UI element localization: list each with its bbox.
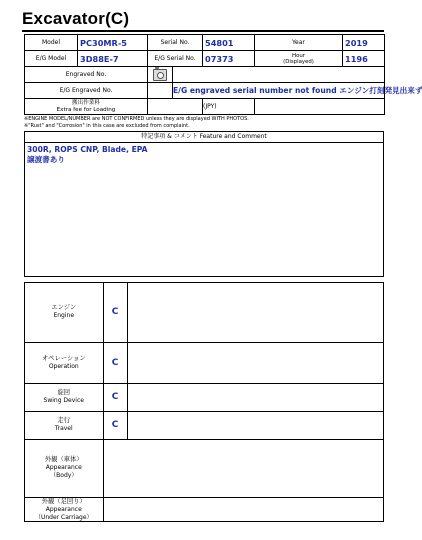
eg-model-label: E/G Model bbox=[25, 51, 78, 67]
note-rust: ※"Rust" and "Corrosion" in this case are excluded from complaint. bbox=[24, 122, 190, 129]
engine-label-en: Engine bbox=[53, 312, 75, 320]
swing-label-jp: 旋回 bbox=[57, 389, 71, 396]
operation-label bbox=[25, 342, 103, 383]
eg-engraved-label: E/G Engraved No. bbox=[25, 83, 148, 99]
fee-value bbox=[148, 99, 203, 115]
operation-label-en: Operation bbox=[48, 362, 79, 370]
feature-line-options: 300R, ROPS CNP, Blade, EPA bbox=[27, 145, 148, 154]
swing-label bbox=[25, 383, 103, 411]
travel-label bbox=[25, 411, 103, 439]
feature-line-transfer: 譲渡書あり bbox=[27, 155, 65, 164]
operation-comment bbox=[127, 342, 383, 383]
operation-label-jp: オペレーション bbox=[41, 354, 86, 362]
fee-blank bbox=[255, 99, 385, 115]
engraved-photo-cell[interactable] bbox=[148, 67, 173, 83]
hour-label bbox=[255, 51, 343, 67]
eg-engraved-photo-cell bbox=[148, 83, 173, 99]
inspection-box bbox=[24, 282, 384, 522]
travel-label-en: Travel bbox=[54, 425, 73, 432]
eg-serial-value: 07373 bbox=[203, 51, 255, 67]
undercarriage-label-en1: Appearance bbox=[45, 505, 82, 513]
travel-grade: C bbox=[103, 411, 127, 439]
body-label bbox=[25, 439, 103, 497]
fee-label-en: Extra fee for Loading bbox=[56, 106, 116, 113]
title-underline bbox=[22, 30, 384, 32]
inspection-row-undercarriage bbox=[25, 497, 383, 522]
swing-grade: C bbox=[103, 383, 127, 411]
page-title: Excavator(C) bbox=[22, 9, 130, 28]
travel-comment bbox=[127, 411, 383, 439]
engraved-label: Engraved No. bbox=[25, 67, 148, 83]
body-label-en2: （Body） bbox=[50, 472, 78, 479]
hour-label-line1: Hour bbox=[292, 52, 305, 59]
fee-unit: (JPY) bbox=[203, 99, 255, 115]
serial-label: Serial No. bbox=[148, 35, 203, 51]
undercarriage-label-en2: （Under Carriage） bbox=[34, 513, 93, 521]
engine-comment bbox=[127, 283, 383, 342]
engine-label-jp: エンジン bbox=[51, 304, 77, 312]
model-label: Model bbox=[25, 35, 78, 51]
engine-label bbox=[25, 283, 103, 342]
engraved-value bbox=[173, 67, 385, 83]
hour-label-line2: (Displayed) bbox=[283, 58, 314, 65]
note-engine: ※ENGINE MODEL/NUMBER are NOT CONFIRMED unless they are displayed WITH PHOTOS. bbox=[24, 116, 249, 122]
travel-label-jp: 走行 bbox=[57, 417, 71, 424]
body-label-jp: 外観（車体） bbox=[44, 456, 83, 463]
swing-label-en: Swing Device bbox=[43, 397, 84, 404]
fee-label bbox=[25, 99, 148, 115]
year-label: Year bbox=[255, 35, 343, 51]
spec-row-eg-model bbox=[25, 51, 385, 67]
model-value: PC30MR-5 bbox=[78, 35, 148, 51]
spec-table bbox=[24, 34, 422, 115]
year-value: 2019 bbox=[343, 35, 385, 51]
camera-icon[interactable] bbox=[153, 69, 167, 81]
operation-grade: C bbox=[103, 342, 127, 383]
feature-comment-body bbox=[25, 143, 383, 167]
spec-row-engraved bbox=[25, 67, 385, 83]
spec-row-eg-engraved bbox=[25, 83, 385, 99]
undercarriage-label-jp: 外観（足回り） bbox=[41, 497, 86, 505]
body-label-en1: Appearance bbox=[45, 464, 82, 471]
hour-value: 1196 bbox=[343, 51, 385, 67]
inspection-row-body bbox=[25, 439, 383, 497]
inspection-row-operation bbox=[25, 342, 383, 383]
inspection-row-swing bbox=[25, 383, 383, 411]
inspection-table bbox=[25, 283, 383, 522]
eg-serial-label: E/G Serial No. bbox=[148, 51, 203, 67]
eg-engraved-warning: E/G engraved serial number not found エンジン打刻発見出来ず bbox=[173, 83, 385, 99]
swing-comment bbox=[127, 383, 383, 411]
feature-comment-box bbox=[24, 131, 384, 277]
undercarriage-comment bbox=[103, 497, 383, 522]
disclaimer-notes bbox=[24, 116, 249, 129]
engine-grade: C bbox=[103, 283, 127, 342]
inspection-row-travel bbox=[25, 411, 383, 439]
undercarriage-label bbox=[25, 497, 103, 522]
inspection-row-engine bbox=[25, 283, 383, 342]
eg-model-value: 3D88E-7 bbox=[78, 51, 148, 67]
serial-value: 54801 bbox=[203, 35, 255, 51]
spec-row-model bbox=[25, 35, 385, 51]
spec-row-fee bbox=[25, 99, 385, 115]
feature-comment-header: 特記事項 & コメント Feature and Comment bbox=[25, 132, 383, 143]
body-comment bbox=[103, 439, 383, 497]
fee-label-jp: 搬出作業料 bbox=[72, 100, 100, 107]
